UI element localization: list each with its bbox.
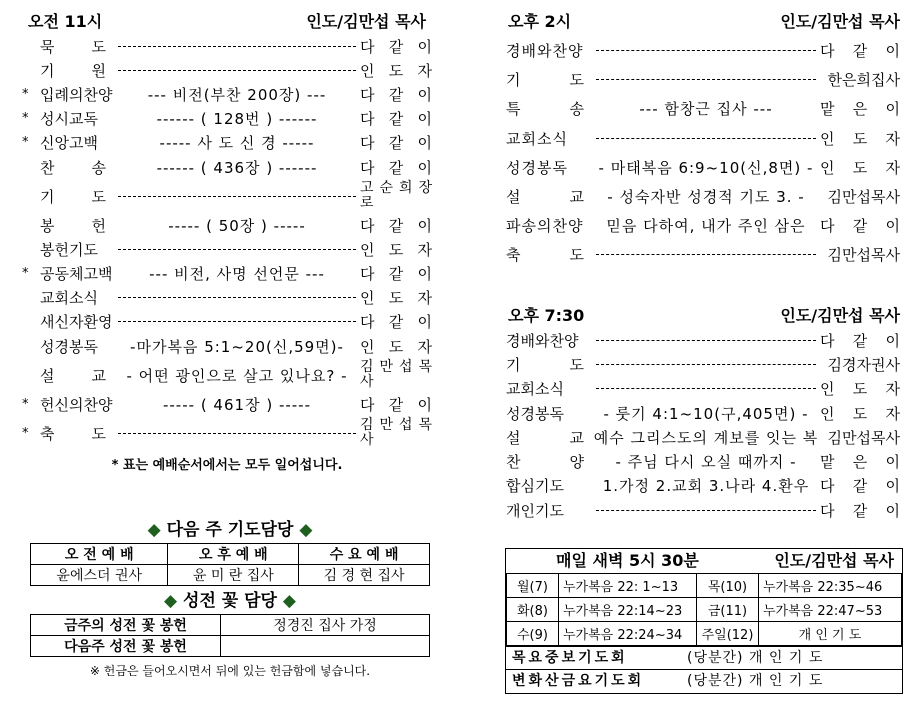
order-name: 파송의찬양 — [506, 217, 584, 236]
dawn-schedule-table — [506, 573, 902, 646]
order-name: 새신자환영 — [40, 313, 113, 332]
morning-row — [22, 179, 432, 213]
afternoon-row — [506, 36, 900, 65]
order-name: 성시교독 — [40, 110, 98, 129]
order-person: 인 도 자 — [820, 158, 900, 177]
morning-leader: 인도/김만섭 목사 — [306, 12, 426, 31]
flower-table — [30, 614, 430, 657]
order-person: 인 도 자 — [360, 61, 432, 80]
order-person: 고 순 희 장 로 — [360, 180, 432, 212]
afternoon-row — [506, 211, 900, 240]
order-name: 설 교 — [40, 366, 106, 385]
order-detail: ----- ( 461장 ) ----- — [162, 395, 312, 414]
evening-row — [506, 498, 900, 522]
dash-line — [596, 340, 816, 341]
order-detail — [592, 364, 820, 365]
order-detail — [114, 46, 360, 47]
order-person: 다 같 이 — [360, 85, 432, 104]
evening-order-list — [506, 328, 900, 522]
dawn-passage: 누가복음 22:24~34 — [559, 622, 697, 646]
dawn-day: 목(10) — [697, 574, 759, 598]
order-name: 경배와찬양 — [506, 42, 584, 61]
order-person: 다 같 이 — [360, 37, 432, 56]
stand-mark: * — [22, 396, 29, 412]
order-person: 인 도 자 — [820, 380, 900, 399]
order-name: 공동체고백 — [40, 265, 113, 284]
order-detail — [592, 79, 820, 80]
dawn-row — [507, 598, 902, 622]
morning-row — [22, 131, 432, 155]
evening-leader: 인도/김만섭 목사 — [780, 306, 900, 325]
dash-line — [596, 510, 816, 511]
prayer-head: 수 요 예 배 — [299, 544, 430, 565]
order-detail — [114, 249, 360, 250]
order-person: 다 같 이 — [360, 395, 432, 414]
morning-row — [22, 286, 432, 310]
afternoon-row — [506, 182, 900, 211]
afternoon-service — [506, 10, 900, 270]
order-name: 합심기도 — [506, 477, 564, 496]
order-name: 설 교 — [506, 188, 584, 207]
morning-row — [22, 237, 432, 261]
dash-line — [118, 196, 356, 197]
order-name: 설 교 — [506, 428, 584, 447]
prayer-head: 오 전 예 배 — [31, 544, 168, 565]
order-person: 김 만 섭 목 사 — [360, 417, 432, 449]
dawn-passage: 누가복음 22: 1~13 — [559, 574, 697, 598]
dash-line — [118, 297, 356, 298]
order-name: 축 도 — [40, 424, 106, 443]
dawn-passage: 누가복음 22:35~46 — [759, 574, 902, 598]
order-name: 특 송 — [506, 100, 584, 119]
dash-line — [596, 138, 816, 139]
afternoon-order-list — [506, 36, 900, 270]
order-person: 다 같 이 — [360, 216, 432, 235]
order-person: 김 만 섭 목 사 — [360, 359, 432, 391]
order-name: 신앙고백 — [40, 134, 98, 153]
dash-line — [118, 433, 356, 434]
order-name: 교회소식 — [506, 380, 564, 399]
dawn-day: 화(8) — [507, 598, 559, 622]
order-name: 경배와찬양 — [506, 331, 579, 350]
order-name: 개인기도 — [506, 501, 564, 520]
morning-row — [22, 107, 432, 131]
morning-row — [22, 155, 432, 179]
prayer-meeting-row — [506, 646, 902, 669]
order-detail: - 룻기 4:1~10(구,405면) - — [603, 404, 809, 423]
order-person: 한은희집사 — [827, 71, 900, 90]
afternoon-leader: 인도/김만섭 목사 — [780, 12, 900, 31]
order-person: 다 같 이 — [360, 158, 432, 177]
order-name: 성경봉독 — [40, 337, 98, 356]
order-name: 찬 송 — [40, 158, 106, 177]
morning-row — [22, 310, 432, 334]
order-person: 김만섭목사 — [827, 428, 900, 447]
order-person: 맡 은 이 — [820, 453, 900, 472]
order-name: 헌신의찬양 — [40, 395, 113, 414]
dash-line — [118, 46, 356, 47]
dawn-day: 금(11) — [697, 598, 759, 622]
order-person: 다 같 이 — [360, 265, 432, 284]
order-name: 묵 도 — [40, 37, 106, 56]
order-detail — [114, 321, 360, 322]
order-name: 교회소식 — [506, 129, 568, 148]
diamond-icon: ◆ — [282, 591, 296, 611]
order-person: 인 도 자 — [360, 337, 432, 356]
order-person: 김경자권사 — [827, 355, 900, 374]
dawn-day: 수(9) — [507, 622, 559, 646]
dash-line — [596, 388, 816, 389]
order-detail — [114, 70, 360, 71]
order-person: 다 같 이 — [360, 313, 432, 332]
morning-row — [22, 262, 432, 286]
dawn-header — [506, 549, 902, 573]
order-detail: --- 비전, 사명 선언문 --- — [149, 265, 325, 284]
flower-value — [221, 636, 430, 657]
meeting-label: 목요중보기도회 — [512, 650, 628, 666]
order-detail: - 마태복음 6:9~10(신,8면) - — [598, 158, 814, 177]
stand-mark: * — [22, 111, 29, 127]
order-detail: ----- 사 도 신 경 ----- — [159, 134, 315, 153]
flower-title: ◆ 성전 꽃 담당 ◆ — [164, 591, 296, 611]
evening-time: 오후 7:30 — [508, 306, 585, 325]
dash-line — [596, 79, 816, 80]
order-name: 봉 헌 — [40, 216, 106, 235]
order-detail: - 어떤 광인으로 살고 있나요? - — [126, 366, 348, 385]
dash-line — [596, 364, 816, 365]
order-detail: ------ ( 128번 ) ------ — [156, 110, 318, 129]
morning-row — [22, 416, 432, 450]
order-detail: 1.가정 2.교회 3.나라 4.환우 — [602, 477, 810, 496]
dawn-day: 월(7) — [507, 574, 559, 598]
order-name: 성경봉독 — [506, 404, 564, 423]
afternoon-row — [506, 94, 900, 123]
order-person: 다 같 이 — [820, 331, 900, 350]
dash-line — [596, 254, 816, 255]
evening-row — [506, 328, 900, 352]
order-detail — [114, 433, 360, 434]
order-name: 기 도 — [506, 355, 584, 374]
order-detail — [592, 254, 820, 255]
afternoon-row — [506, 65, 900, 94]
prayer-name: 윤 미 란 집사 — [168, 565, 299, 586]
morning-time: 오전 11시 — [28, 12, 103, 31]
evening-row — [506, 449, 900, 473]
morning-row — [22, 334, 432, 358]
afternoon-header — [506, 10, 900, 34]
order-name: 축 도 — [506, 246, 584, 265]
prayer-head: 오 후 예 배 — [168, 544, 299, 565]
order-detail: --- 함창근 집사 --- — [639, 100, 773, 119]
order-person: 다 같 이 — [820, 501, 900, 520]
diamond-icon: ◆ — [147, 520, 161, 540]
order-detail: - 주님 다시 오실 때까지 - — [615, 453, 797, 472]
flower-label: 금주의 성전 꽃 봉헌 — [31, 615, 221, 636]
dash-line — [118, 249, 356, 250]
stand-mark: * — [22, 86, 29, 102]
meeting-value: (당분간) 개 인 기 도 — [687, 673, 824, 689]
standing-note: * 표는 예배순서에서는 모두 일어섭니다. — [111, 458, 343, 474]
order-person: 인 도 자 — [360, 240, 432, 259]
dash-line — [118, 321, 356, 322]
order-detail — [114, 297, 360, 298]
order-detail — [114, 196, 360, 197]
order-name: 기 원 — [40, 61, 106, 80]
morning-service — [22, 10, 432, 473]
diamond-icon: ◆ — [299, 520, 313, 540]
order-person: 다 같 이 — [360, 134, 432, 153]
morning-row — [22, 34, 432, 58]
dawn-title: 매일 새벽 5시 30분 — [556, 551, 699, 570]
dawn-row — [507, 574, 902, 598]
morning-row — [22, 58, 432, 82]
dawn-passage: 누가복음 22:47~53 — [759, 598, 902, 622]
diamond-icon: ◆ — [164, 591, 178, 611]
offering-note: ※ 헌금은 들어오시면서 뒤에 있는 헌금함에 넣습니다. — [89, 664, 371, 678]
order-detail: 예수 그리스도의 계보를 잇는 복 — [593, 428, 819, 447]
stand-mark: * — [22, 425, 29, 441]
flower-value: 정경진 집사 가정 — [221, 615, 430, 636]
order-name: 기 도 — [506, 71, 584, 90]
order-person: 다 같 이 — [820, 42, 900, 61]
morning-header — [22, 10, 432, 34]
order-person: 인 도 자 — [820, 129, 900, 148]
dawn-day: 주일(12) — [697, 622, 759, 646]
afternoon-row — [506, 124, 900, 153]
order-person: 다 같 이 — [820, 477, 900, 496]
evening-header — [506, 304, 900, 328]
order-person: 다 같 이 — [820, 217, 900, 236]
order-detail: - 성숙자반 성경적 기도 3. - — [607, 188, 805, 207]
prayer-section — [30, 517, 430, 679]
afternoon-time: 오후 2시 — [508, 12, 572, 31]
prayer-table — [30, 543, 430, 586]
prayer-title: ◆ 다음 주 기도담당 ◆ — [147, 520, 313, 540]
order-name: 기 도 — [40, 187, 106, 206]
order-person: 맡 은 이 — [820, 100, 900, 119]
afternoon-row — [506, 240, 900, 269]
evening-row — [506, 401, 900, 425]
evening-row — [506, 474, 900, 498]
order-detail — [592, 388, 820, 389]
morning-row — [22, 358, 432, 392]
prayer-meeting-row — [506, 669, 902, 692]
order-detail: 믿음 다하여, 내가 주인 삼은 — [606, 217, 806, 236]
order-name: 성경봉독 — [506, 158, 568, 177]
meeting-value: (당분간) 개 인 기 도 — [687, 650, 824, 666]
dash-line — [118, 70, 356, 71]
dawn-passage: 누가복음 22:14~23 — [559, 598, 697, 622]
morning-order-list — [22, 34, 432, 450]
dawn-row — [507, 622, 902, 646]
evening-row — [506, 377, 900, 401]
stand-mark: * — [22, 135, 29, 151]
order-person: 김만섭목사 — [827, 188, 900, 207]
flower-label: 다음주 성전 꽃 봉헌 — [31, 636, 221, 657]
order-person: 김만섭목사 — [827, 246, 900, 265]
order-detail: --- 비전(부찬 200장) --- — [147, 85, 327, 104]
evening-service — [506, 304, 900, 522]
morning-row — [22, 392, 432, 416]
morning-row — [22, 213, 432, 237]
order-detail: ------ ( 436장 ) ------ — [156, 158, 318, 177]
order-detail — [592, 50, 820, 51]
order-detail: -마가복음 5:1~20(신,59면)- — [130, 337, 344, 356]
dawn-leader: 인도/김만섭 목사 — [774, 551, 894, 570]
morning-row — [22, 82, 432, 106]
order-name: 찬 양 — [506, 453, 584, 472]
evening-row — [506, 352, 900, 376]
order-person: 다 같 이 — [360, 110, 432, 129]
afternoon-row — [506, 153, 900, 182]
order-detail — [592, 510, 820, 511]
dash-line — [596, 50, 816, 51]
dawn-passage: 개 인 기 도 — [759, 622, 902, 646]
order-person: 인 도 자 — [360, 289, 432, 308]
stand-mark: * — [22, 266, 29, 282]
prayer-meetings — [506, 646, 902, 692]
meeting-label: 변화산금요기도회 — [512, 673, 645, 689]
prayer-name: 윤에스더 권사 — [31, 565, 168, 586]
order-name: 봉헌기도 — [40, 240, 98, 259]
order-name: 입례의찬양 — [40, 85, 113, 104]
order-detail: ----- ( 50장 ) ----- — [168, 216, 306, 235]
evening-row — [506, 425, 900, 449]
order-person: 인 도 자 — [820, 404, 900, 423]
prayer-name: 김 경 현 집사 — [299, 565, 430, 586]
order-name: 교회소식 — [40, 289, 98, 308]
order-detail — [592, 138, 820, 139]
order-detail — [592, 340, 820, 341]
dawn-prayer-box — [505, 548, 903, 694]
